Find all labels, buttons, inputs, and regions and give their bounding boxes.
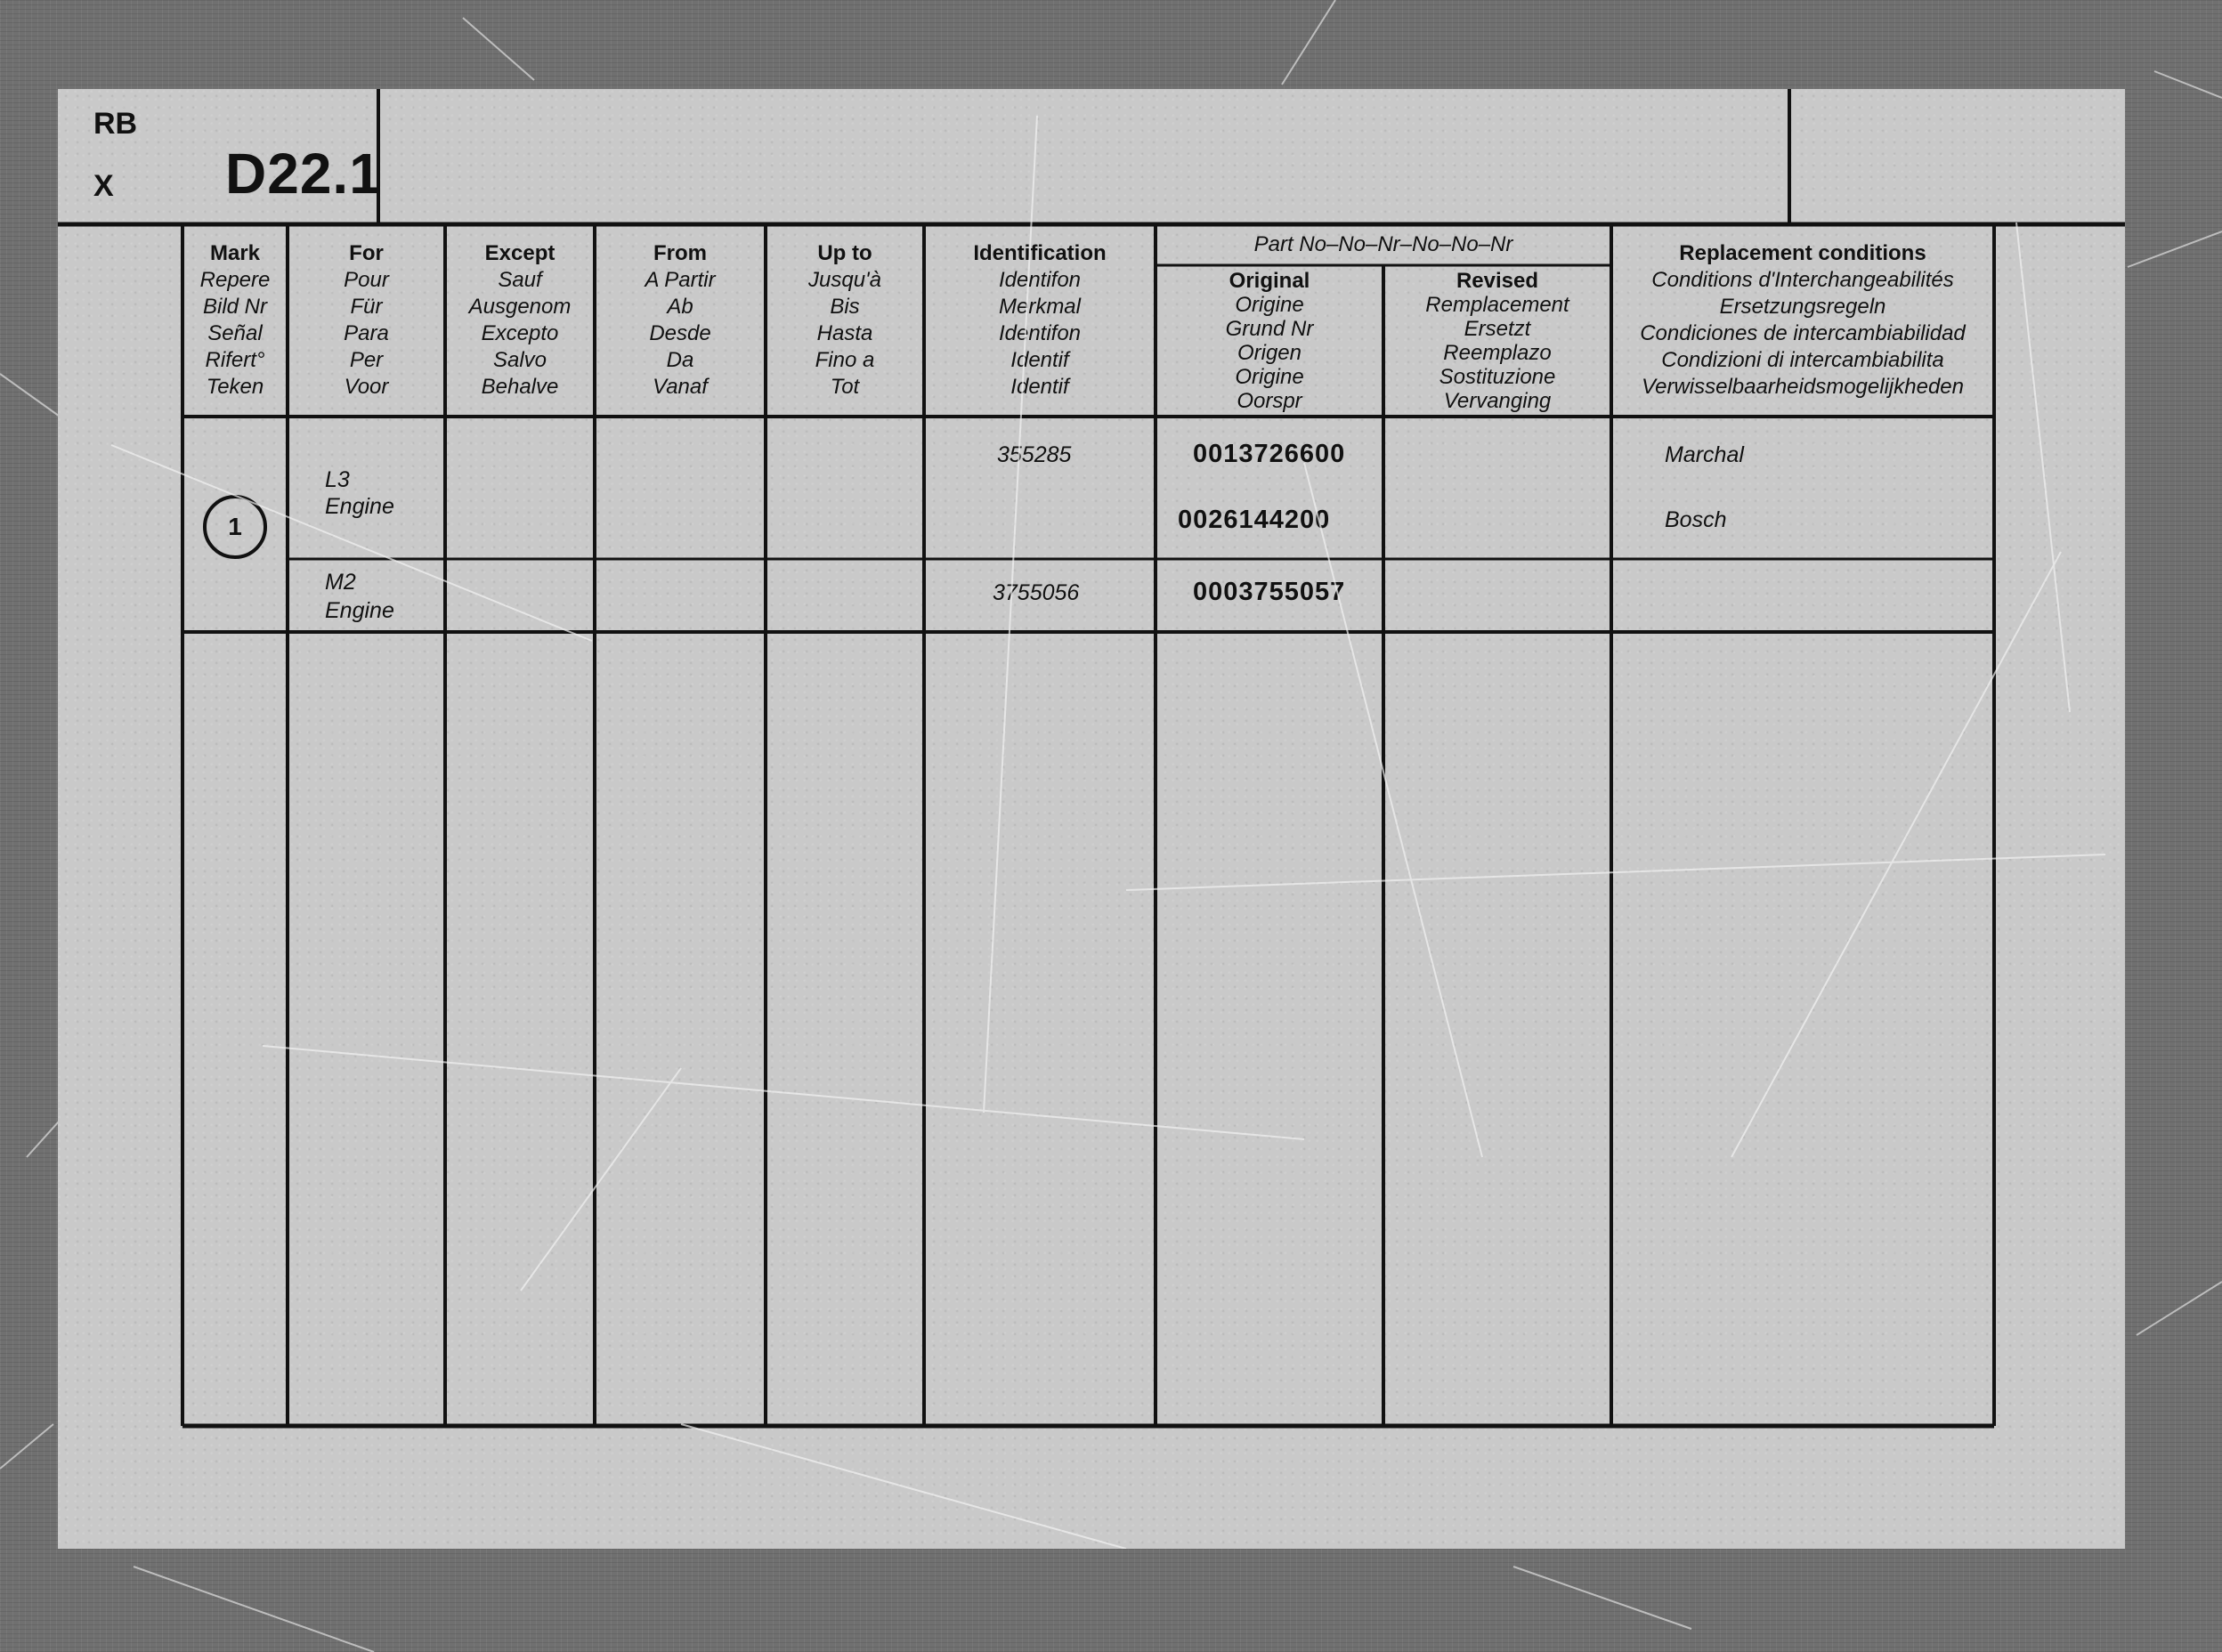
row-1-alternate-part-number: 0026144200 [1178,506,1331,534]
header-text: Hasta [816,321,873,345]
column-header-except [445,240,595,401]
header-text: Vervanging [1443,389,1552,413]
header-text: Remplacement [1425,293,1569,317]
header-text: Für [350,295,383,319]
header-text: Sauf [498,268,542,292]
mark-reference-circle [203,495,267,559]
parts-record-card [58,89,2125,1549]
header-text: Ersetzungsregeln [1719,295,1886,319]
column-header-up-to [766,240,924,401]
header-text: Da [666,348,694,372]
header-text: Identif [1010,375,1069,399]
column-header-from [595,240,766,401]
header-text: Desde [649,321,711,345]
header-text: Origine [1235,293,1304,317]
document-code: D22.1 [225,142,382,206]
header-text: Merkmal [998,295,1081,319]
column-header-identification [924,240,1156,401]
header-text: Señal [207,321,263,345]
row-1-model: L3 [325,467,350,492]
series-label: RB [93,107,138,141]
column-header-original [1156,269,1383,413]
row-2-type: Engine [325,598,394,623]
header-text: Para [344,321,389,345]
header-text: Revised [1456,269,1539,293]
header-text: Origen [1237,341,1302,365]
header-text: Grund Nr [1225,317,1314,341]
header-text: Excepto [481,321,559,345]
column-header-mark [182,240,288,401]
header-text: Original [1229,269,1310,293]
column-header-revised [1383,269,1611,413]
header-text: Bild Nr [202,295,267,319]
header-text: From [653,241,707,265]
marker-label: X [93,169,114,203]
header-text: Pour [344,268,389,292]
header-text: Oorspr [1237,389,1302,413]
header-text: Repere [199,268,271,292]
header-text: Salvo [492,348,547,372]
row-1-type: Engine [325,494,394,519]
header-text: Bis [830,295,860,319]
header-text: Ersetzt [1464,317,1531,341]
header-text: Fino a [815,348,875,372]
header-text: Identif [1010,348,1069,372]
header-text: Condiciones de intercambiabilidad [1640,321,1966,345]
header-text: A Partir [645,268,716,292]
header-text: Reemplazo [1443,341,1552,365]
row-2-original-part-number: 0003755057 [1193,578,1346,606]
header-text: Mark [209,241,261,265]
column-header-for [288,240,445,401]
mark-number: 1 [228,513,242,540]
header-text: Vanaf [653,375,708,399]
header-text: Origine [1235,365,1304,389]
header-text: For [349,241,384,265]
header-text: Conditions d'Interchangeabilités [1651,268,1954,292]
row-2-identification: 3755056 [993,580,1080,605]
column-header-part-no [1156,231,1611,258]
column-header-replacement-conditions [1611,240,1994,401]
header-text: Identifon [998,321,1082,345]
row-2-model: M2 [325,570,356,595]
header-text: Teken [206,375,264,399]
row-1-condition-1: Marchal [1665,442,1744,467]
header-text: Rifert° [205,348,265,372]
header-text: Jusqu'à [808,268,881,292]
row-1-condition-2: Bosch [1665,507,1727,532]
header-text: Ab [667,295,693,319]
header-text: Up to [817,241,872,265]
header-text: Condizioni di intercambiabilita [1661,348,1944,372]
header-text: Replacement conditions [1679,241,1926,265]
header-text: Behalve [481,375,559,399]
row-1-original-part-number: 0013726600 [1193,440,1346,468]
header-text: Part No–No–Nr–No–No–Nr [1253,232,1513,256]
header-text: Tot [830,375,860,399]
header-text: Identifon [998,268,1082,292]
row-1-identification: 355285 [997,442,1072,467]
header-text: Except [484,241,556,265]
header-text: Per [349,348,384,372]
header-text: Identification [973,241,1107,265]
header-text: Voor [344,375,389,399]
header-text: Verwisselbaarheidsmogelijkheden [1642,375,1964,399]
header-text: Sostituzione [1439,365,1556,389]
header-text: Ausgenom [468,295,572,319]
